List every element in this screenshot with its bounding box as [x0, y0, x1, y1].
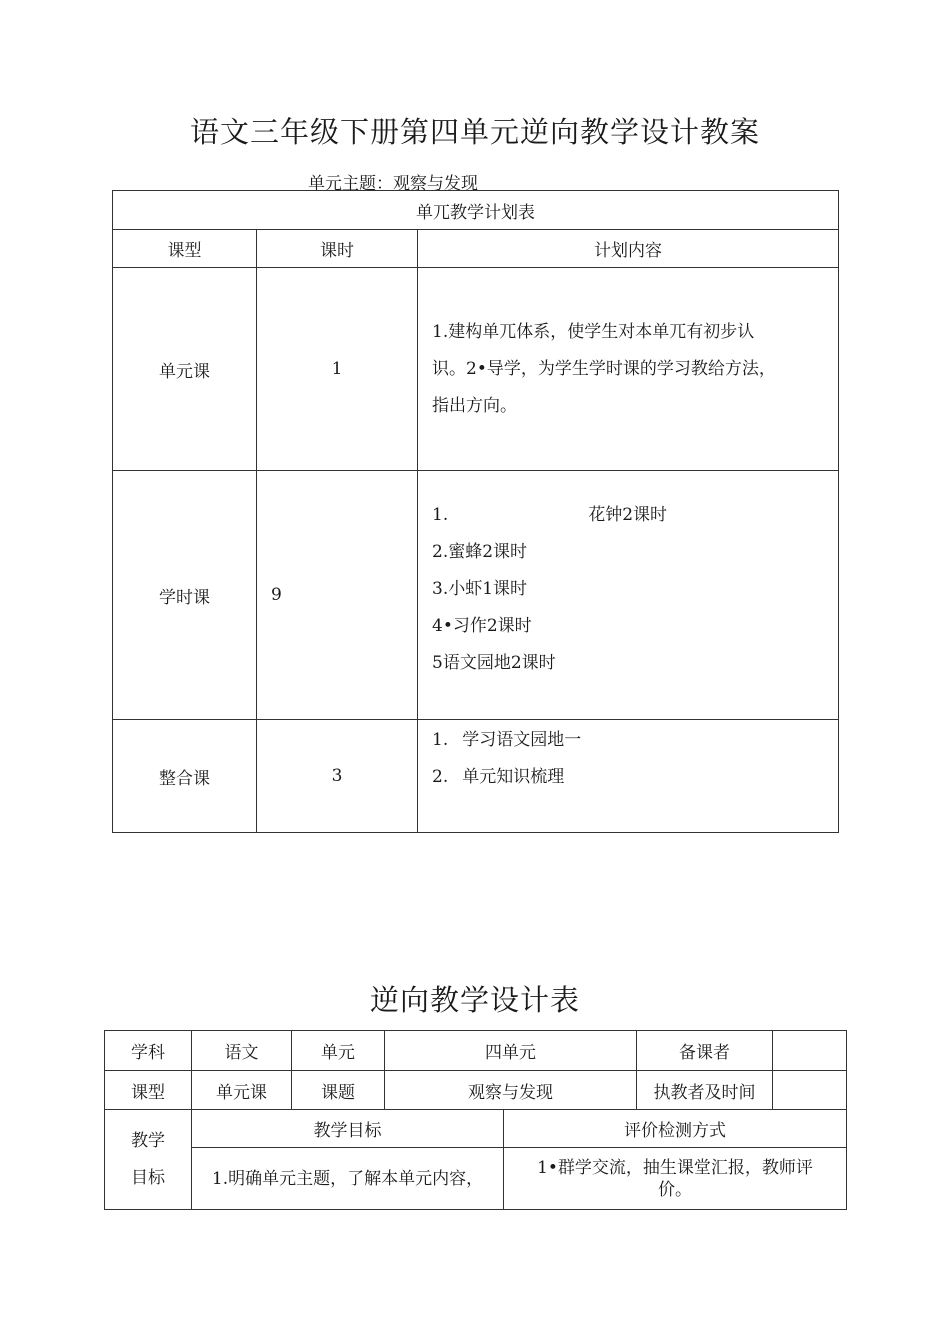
label-course-type: 课型 [105, 1071, 192, 1110]
value-unit: 四单元 [385, 1031, 637, 1071]
content-line: 1.建构单兀体系，使学生对本单兀有初步认 [432, 321, 755, 342]
content-line: 识。2•导学，为学生学时课的学习教给方法， [432, 358, 776, 379]
content-line [432, 722, 824, 759]
list-text: 单元知识梳理 [462, 767, 565, 787]
content-line: 2.蜜蜂2课时 [432, 542, 528, 562]
list-number: 2. [432, 767, 449, 787]
row-course-type: 单元课 [113, 268, 257, 471]
table-row [113, 268, 839, 471]
row-class-hours: 9 [257, 471, 418, 720]
content-line [432, 497, 824, 534]
row-course-type: 学时课 [113, 471, 257, 720]
content-line: 5语文园地2课时 [432, 653, 556, 673]
row-plan-content [418, 268, 839, 471]
objective-1: 1.明确单元主题，了解本单元内容， [192, 1148, 504, 1210]
value-teacher-and-time [773, 1071, 847, 1110]
unit-plan-table [112, 190, 839, 833]
design-table-title: 逆向教学设计表 [369, 983, 580, 1017]
value-topic: 观察与发现 [385, 1071, 637, 1110]
unit-theme: 单元主题：观察与发现 [308, 174, 478, 194]
list-text: 花钟2课时 [588, 505, 668, 525]
label-subject: 学科 [105, 1031, 192, 1071]
plan-table-caption: 单兀教学计划表 [113, 191, 839, 230]
label-teacher-and-time: 执教者及时间 [637, 1071, 773, 1110]
document-title: 语文三年级下册第四单元逆向教学设计教案 [189, 115, 760, 149]
content-line: 指出方向。 [432, 395, 517, 416]
content-line: 3.小虾1课时 [432, 579, 528, 599]
row-class-hours: 1 [257, 268, 418, 471]
header-evaluation: 评价检测方式 [504, 1110, 847, 1148]
content-line: 4•习作2课时 [432, 616, 532, 636]
row-plan-content [418, 471, 839, 720]
label-objectives-line: 教学 [131, 1130, 165, 1151]
table-row [113, 720, 839, 833]
label-objectives-line: 目标 [131, 1167, 165, 1188]
row-course-type: 整合课 [113, 720, 257, 833]
header-plan-content: 计划内容 [418, 230, 839, 268]
content-line [432, 759, 824, 796]
header-objectives: 教学目标 [192, 1110, 504, 1148]
label-topic: 课题 [292, 1071, 385, 1110]
label-objectives [105, 1110, 192, 1210]
list-number: 1. [432, 730, 449, 750]
list-text: 学习语文园地一 [462, 730, 582, 750]
header-class-hours: 课时 [257, 230, 418, 268]
table-row [113, 471, 839, 720]
row-class-hours: 3 [257, 720, 418, 833]
label-unit: 单元 [292, 1031, 385, 1071]
value-subject: 语文 [192, 1031, 292, 1071]
reverse-design-table [104, 1030, 847, 1210]
evaluation-1: 1•群学交流，抽生课堂汇报，教师评价。 [504, 1148, 847, 1210]
value-course-type: 单元课 [192, 1071, 292, 1110]
value-preparer [773, 1031, 847, 1071]
header-course-type: 课型 [113, 230, 257, 268]
list-number: 1. [432, 505, 449, 525]
row-plan-content [418, 720, 839, 833]
label-preparer: 备课者 [637, 1031, 773, 1071]
